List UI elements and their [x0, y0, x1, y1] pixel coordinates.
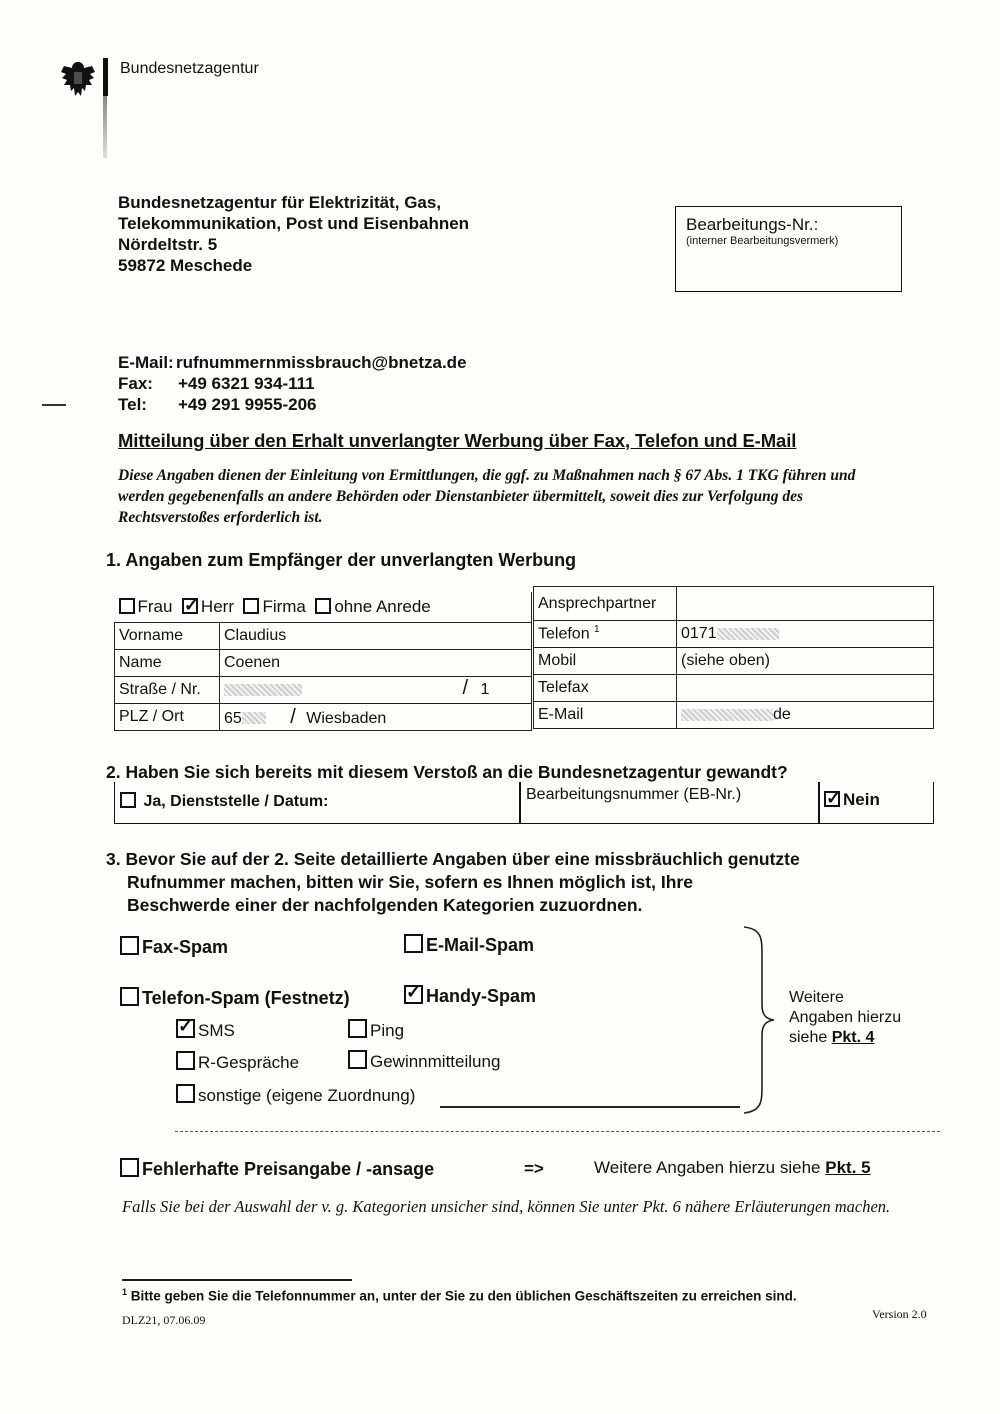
address-line: Nördeltstr. 5	[118, 235, 218, 254]
checkbox-icon[interactable]	[119, 598, 135, 614]
email-label: E-Mail	[534, 702, 677, 729]
address-line: Bundesnetzagentur für Elektrizität, Gas,	[118, 193, 442, 212]
house-number-separator: /	[462, 677, 469, 699]
page-title: Mitteilung über den Erhalt unverlangter Werbung über Fax, Telefon und E-Mail	[118, 430, 797, 451]
weitere-angaben-note: Weitere Angaben hierzu siehe Pkt. 4	[789, 989, 902, 1046]
nein-option[interactable]: ✓ Nein	[824, 790, 880, 810]
footnote: $^1$ Bitte geben Sie die Telefonnummer an, unter der Sie zu den üblichen Geschäftszeiten zu erreichen sind.	[122, 1287, 797, 1304]
plz-value: 65	[224, 709, 242, 727]
category-note: Falls Sie bei der Auswahl der v. g. Kategorien unsicher sind, können Sie unter Pkt. 6 nähere Erläuterungen machen.	[122, 1197, 891, 1216]
contact-block	[118, 352, 467, 415]
checkbox-icon[interactable]	[120, 936, 139, 955]
preis-weitere-note: Weitere Angaben hierzu siehe Pkt. 5	[594, 1158, 871, 1177]
checkbox-icon[interactable]	[404, 934, 423, 953]
redacted-plz	[242, 712, 266, 724]
processing-number-box[interactable]	[675, 206, 902, 292]
logo-bar-faded	[103, 96, 107, 158]
telefon-label: Telefon $^1$	[534, 621, 677, 648]
option-telefon-spam[interactable]: Telefon-Spam (Festnetz)	[120, 987, 350, 1009]
fold-mark	[42, 404, 66, 406]
salutation-firma[interactable]: Firma	[243, 597, 305, 616]
checked-checkbox-icon[interactable]	[404, 985, 423, 1004]
checked-checkbox-icon[interactable]	[824, 791, 840, 807]
processing-box-title: Bearbeitungs-Nr.:	[686, 215, 819, 234]
address-line: 59872 Meschede	[118, 256, 253, 275]
checked-checkbox-icon[interactable]	[182, 598, 198, 614]
section2-heading: 2. Haben Sie sich bereits mit diesem Verstoß an die Bundesnetzagentur gewandt?	[106, 762, 788, 782]
redacted-street	[224, 684, 302, 696]
checkbox-icon[interactable]	[120, 1158, 139, 1177]
telefax-label: Telefax	[534, 675, 677, 702]
section3-heading: 3. Bevor Sie auf der 2. Seite detaillierte Angaben über eine missbräuchlich genutzte Rufnummer machen, bitten wir Sie, sofern es Ihnen möglich ist, Ihre Beschwerde einer der nachfolgenden Kategorien zuzuordnen.	[106, 849, 800, 915]
ansprech-field[interactable]	[677, 587, 934, 621]
plz-ort-field[interactable]	[220, 704, 532, 731]
redacted-phone	[717, 628, 779, 640]
option-handy-spam[interactable]: ✓ Handy-Spam	[404, 985, 536, 1007]
federal-eagle-logo	[58, 58, 98, 100]
checkbox-icon[interactable]	[120, 987, 139, 1006]
redacted-email	[681, 709, 773, 721]
section2-divider-1	[519, 782, 521, 824]
option-ping[interactable]: Ping	[348, 1019, 404, 1041]
ort-value: Wiesbaden	[306, 709, 387, 727]
contact-fax: Fax: +49 6321 934-111	[118, 374, 315, 393]
house-number: 1	[480, 681, 490, 698]
option-gewinnmitteilung[interactable]: Gewinnmitteilung	[348, 1050, 500, 1072]
salutation-row	[115, 592, 532, 623]
option-sms[interactable]: ✓SMS	[176, 1019, 235, 1041]
footnote-separator	[122, 1279, 352, 1281]
checkbox-icon[interactable]	[120, 792, 136, 808]
checked-checkbox-icon[interactable]	[176, 1019, 195, 1038]
plz-ort-separator: /	[290, 705, 296, 728]
strasse-field[interactable]	[220, 677, 532, 704]
eb-number-label: Bearbeitungsnummer (EB-Nr.)	[526, 786, 742, 803]
recipient-address	[118, 192, 469, 276]
salutation-herr[interactable]: ✓ Herr	[182, 597, 234, 616]
telefax-field[interactable]	[677, 675, 934, 702]
contact-tel: Tel: +49 291 9955-206	[118, 395, 317, 414]
contact-email: E-Mail: rufnummernmissbrauch@bnetza.de	[118, 353, 467, 372]
salutation-frau[interactable]: Frau	[119, 597, 173, 616]
pkt5-link[interactable]: Pkt. 5	[825, 1158, 871, 1177]
name-label: Name	[115, 650, 220, 677]
recipient-table	[114, 592, 532, 731]
address-line: Telekommunikation, Post und Eisenbahnen	[118, 214, 470, 233]
ansprech-label: Ansprechpartner	[534, 587, 677, 621]
logo-bar	[103, 58, 108, 96]
telefon-field[interactable]: 0171	[677, 621, 934, 648]
processing-box-subtitle: (interner Bearbeitungsvermerk)	[686, 235, 839, 247]
option-sonstige[interactable]: sonstige (eigene Zuordnung)	[176, 1084, 415, 1106]
checkbox-icon[interactable]	[348, 1050, 367, 1069]
org-name: Bundesnetzagentur	[120, 60, 259, 77]
mobil-label: Mobil	[534, 648, 677, 675]
contact-table	[533, 586, 934, 729]
option-email-spam[interactable]: E-Mail-Spam	[404, 934, 534, 956]
pkt4-link[interactable]: Pkt. 4	[831, 1029, 875, 1046]
arrow-symbol: =>	[524, 1159, 544, 1178]
name-field[interactable]: Coenen	[220, 650, 532, 677]
section2-divider-2	[818, 782, 820, 824]
ja-option[interactable]: Ja, Dienststelle / Datum:	[120, 792, 328, 811]
mobil-field[interactable]: (siehe oben)	[677, 648, 934, 675]
salutation-ohne-anrede[interactable]: ohne Anrede	[315, 597, 430, 616]
option-r-gespraeche[interactable]: R-Gespräche	[176, 1051, 299, 1073]
email-field[interactable]: de	[677, 702, 934, 729]
vorname-field[interactable]: Claudius	[220, 623, 532, 650]
vorname-label: Vorname	[115, 623, 220, 650]
option-preisangabe[interactable]: Fehlerhafte Preisangabe / -ansage	[120, 1158, 434, 1180]
plz-label: PLZ / Ort	[115, 704, 220, 731]
checkbox-icon[interactable]	[315, 598, 331, 614]
strasse-label: Straße / Nr.	[115, 677, 220, 704]
checkbox-icon[interactable]	[348, 1019, 367, 1038]
right-brace-icon	[740, 925, 780, 1115]
section1-heading: 1. Angaben zum Empfänger der unverlangten Werbung	[106, 550, 577, 570]
document-id: DLZ21, 07.06.09	[122, 1313, 206, 1327]
checkbox-icon[interactable]	[176, 1084, 195, 1103]
intro-text: Diese Angaben dienen der Einleitung von Ermittlungen, die ggf. zu Maßnahmen nach § 67 Abs. 1 TKG führen und werden gegebenenfalls an andere Behörden oder Dienstanbieter übermittelt, soweit dies zur Verfolgung des Rechtsverstoßes erforderlich ist.	[118, 467, 856, 526]
sonstige-input-line[interactable]	[440, 1106, 740, 1108]
option-fax-spam[interactable]: Fax-Spam	[120, 936, 228, 958]
checkbox-icon[interactable]	[243, 598, 259, 614]
version-label: Version 2.0	[872, 1307, 927, 1321]
checkbox-icon[interactable]	[176, 1051, 195, 1070]
dashed-separator	[175, 1131, 940, 1132]
